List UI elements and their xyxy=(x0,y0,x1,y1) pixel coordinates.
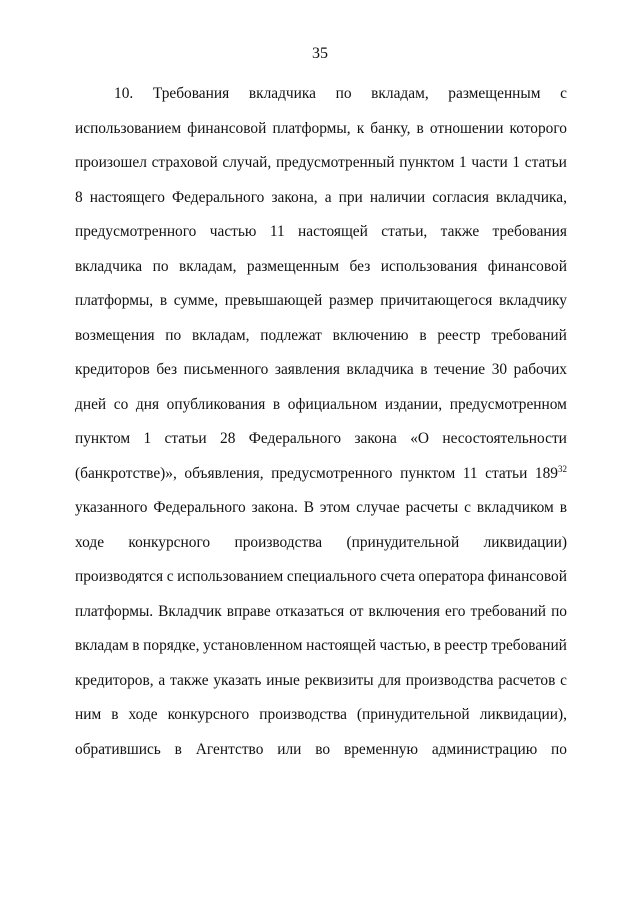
text-word: частью, xyxy=(379,637,431,654)
text-word: 10. xyxy=(114,85,134,102)
text-word: настоящего xyxy=(89,188,165,206)
text-line xyxy=(75,360,567,395)
text-word: вкладам, xyxy=(371,85,429,102)
text-word: использованием xyxy=(177,568,284,585)
text-line xyxy=(75,119,567,154)
text-word: ходе xyxy=(128,706,158,723)
text-word: включению xyxy=(332,326,409,344)
text-word: статьи xyxy=(485,464,528,482)
text-word: отношении xyxy=(429,119,504,137)
text-word: при xyxy=(338,188,363,206)
text-word: во xyxy=(315,740,331,758)
text-word: с xyxy=(166,568,174,585)
text-word: иные xyxy=(266,671,300,689)
text-word: ним xyxy=(75,706,102,723)
text-word: части xyxy=(471,154,508,171)
text-line xyxy=(75,533,567,568)
text-word: по xyxy=(551,740,567,758)
text-word: финансовой xyxy=(487,257,567,275)
text-word: настоящей xyxy=(306,637,376,654)
text-word: требований xyxy=(470,602,547,620)
text-word: конкурсного xyxy=(167,706,250,723)
text-word: производятся xyxy=(75,568,164,585)
text-word: 8 xyxy=(75,188,83,206)
text-word: заявления xyxy=(274,361,340,378)
text-word: предусмотренный xyxy=(275,154,395,171)
text-word: вкладчика xyxy=(75,257,143,275)
text-word: 1 xyxy=(143,430,152,447)
text-word: также xyxy=(170,671,209,689)
text-word: случай, xyxy=(222,154,272,171)
text-line xyxy=(75,567,567,602)
text-word: в xyxy=(132,637,140,654)
text-word: случае xyxy=(356,499,400,516)
text-word: платформы, xyxy=(75,292,154,309)
text-word: 28 xyxy=(220,430,236,447)
text-word: течение xyxy=(434,361,486,378)
text-word: с xyxy=(464,499,471,516)
footnote-superscript: 32 xyxy=(557,463,567,474)
text-word: по xyxy=(165,326,182,344)
text-line xyxy=(75,705,567,740)
text-word: а xyxy=(324,188,332,206)
text-line xyxy=(75,153,567,188)
text-word: расчеты xyxy=(405,499,459,516)
text-word: с xyxy=(560,671,567,689)
text-word: статьи xyxy=(164,430,207,447)
text-word: настоящей xyxy=(298,223,368,240)
text-word: 11 xyxy=(462,464,478,482)
text-word: сумме, xyxy=(173,292,219,309)
text-word: закона, xyxy=(271,188,318,206)
text-word: согласия xyxy=(432,188,489,206)
text-word: В xyxy=(303,499,315,516)
text-word: расчетов xyxy=(498,671,556,689)
text-word: вкладам xyxy=(75,637,129,654)
text-word: размещенным xyxy=(246,257,340,275)
text-word: производства xyxy=(234,533,323,551)
text-word: финансовой xyxy=(187,119,267,137)
text-line xyxy=(75,740,567,775)
text-line xyxy=(75,636,567,671)
text-word: возмещения xyxy=(75,326,155,344)
text-word: использования xyxy=(380,257,478,275)
text-word: в xyxy=(272,395,281,413)
text-word: требований xyxy=(491,637,567,654)
text-word: пунктом xyxy=(400,464,456,482)
text-word: с xyxy=(560,85,567,102)
text-word: 1 xyxy=(459,154,467,171)
text-line xyxy=(75,429,567,464)
text-word: статьи xyxy=(524,154,567,171)
text-word: пунктом xyxy=(399,154,455,171)
text-word: вкладчику xyxy=(498,292,567,309)
text-word: производства xyxy=(405,671,494,689)
text-word: специального xyxy=(286,568,377,585)
text-word: требований xyxy=(491,326,567,344)
text-word: Федерального xyxy=(248,430,342,447)
text-word: письменного xyxy=(183,361,269,378)
text-line xyxy=(75,671,567,706)
text-word: в xyxy=(433,637,441,654)
text-word: Агентство xyxy=(195,740,264,758)
text-word: дня xyxy=(135,395,160,413)
text-word: ликвидации), xyxy=(479,706,567,723)
text-word: рабочих xyxy=(513,361,567,378)
text-word: страховой xyxy=(151,154,218,171)
text-word: реквизиты xyxy=(304,671,374,689)
text-word: указать xyxy=(213,671,262,689)
text-word: требования xyxy=(492,223,567,240)
text-line xyxy=(75,498,567,533)
text-word: администрацию xyxy=(431,740,538,758)
text-word: от xyxy=(349,602,364,620)
text-word: предусмотренном xyxy=(449,395,567,413)
text-word: временную xyxy=(343,740,418,758)
text-word: частью xyxy=(209,223,257,240)
text-word: которого xyxy=(509,119,567,137)
text-word: банку, xyxy=(370,119,411,137)
text-word: а xyxy=(158,671,166,689)
text-word: кредиторов xyxy=(75,361,150,378)
text-word: вкладчика xyxy=(248,85,316,102)
text-word: платформы, xyxy=(272,119,351,137)
text-word: в xyxy=(420,361,428,378)
text-word: вкладчика, xyxy=(495,188,567,206)
text-word: закона xyxy=(354,430,397,447)
text-word: в xyxy=(416,119,424,137)
text-word: по xyxy=(152,257,169,275)
text-word: Вкладчик xyxy=(158,602,222,620)
text-word: причитающегося xyxy=(380,292,493,309)
text-word: для xyxy=(378,671,401,689)
text-word: или xyxy=(277,740,302,758)
text-word: опубликования xyxy=(166,395,266,413)
text-line xyxy=(75,464,567,499)
text-word: счета xyxy=(380,568,415,585)
text-word: этом xyxy=(319,499,351,516)
text-word: кредиторов, xyxy=(75,671,154,689)
text-word: указанного xyxy=(75,499,148,516)
text-line xyxy=(75,188,567,223)
text-word: финансовой xyxy=(487,568,567,585)
text-word: без xyxy=(156,361,178,378)
text-word: ходе xyxy=(75,533,105,551)
text-word: размещенным xyxy=(448,85,541,102)
text-word: реестр xyxy=(437,326,481,344)
text-word: производства xyxy=(259,706,347,723)
text-word: закона. xyxy=(251,499,298,516)
text-word: размер xyxy=(328,292,374,309)
text-word: Федерального xyxy=(172,188,265,206)
text-word: в xyxy=(159,292,168,309)
text-word: (банкротстве)», xyxy=(75,464,177,482)
text-word: в xyxy=(419,326,427,344)
text-word: вкладам, xyxy=(192,326,250,344)
text-word: отказаться xyxy=(275,602,345,620)
text-word: вправе xyxy=(226,602,271,620)
text-word: вкладчика xyxy=(346,361,414,378)
text-word: также xyxy=(440,223,480,240)
text-word: наличии xyxy=(369,188,426,206)
text-word: в xyxy=(111,706,119,723)
text-word: реестр xyxy=(444,637,488,654)
body-text xyxy=(75,84,567,774)
text-line xyxy=(75,291,567,326)
text-word: официальном xyxy=(287,395,378,413)
text-line xyxy=(75,395,567,430)
text-word: вкладам, xyxy=(178,257,237,275)
text-word: превышающей xyxy=(224,292,323,309)
text-word: ликвидации) xyxy=(483,533,567,551)
text-word: оператора xyxy=(418,568,485,585)
text-word: подлежат xyxy=(260,326,322,344)
page-number: 35 xyxy=(312,45,328,62)
text-word: без xyxy=(349,257,371,275)
text-word: в xyxy=(559,499,567,516)
text-word: издании, xyxy=(384,395,443,413)
text-line xyxy=(75,257,567,292)
text-word: предусмотренного xyxy=(75,223,197,240)
text-word: 30 xyxy=(491,361,508,378)
text-word: Федерального xyxy=(153,499,246,516)
text-word: 11 xyxy=(269,223,285,240)
text-word: пунктом xyxy=(75,430,131,447)
text-word: установленном xyxy=(203,637,303,654)
text-line xyxy=(75,602,567,637)
text-word: использованием xyxy=(75,119,182,137)
text-word: дней xyxy=(75,395,107,413)
text-word: в xyxy=(174,740,182,758)
text-word: (принудительной xyxy=(346,533,460,551)
text-word: (принудительной xyxy=(356,706,470,723)
text-word: со xyxy=(113,395,129,413)
text-word: объявления, xyxy=(184,464,264,482)
text-word: произошел xyxy=(75,154,147,171)
text-word: по xyxy=(335,85,352,102)
text-word: порядке, xyxy=(143,637,200,654)
text-word: обратившись xyxy=(75,740,161,758)
text-word: $189^{32}$ xyxy=(534,463,567,482)
text-line xyxy=(75,222,567,257)
text-word: предусмотренного xyxy=(271,464,393,482)
text-word: к xyxy=(356,119,365,137)
text-word: Требования xyxy=(152,85,230,102)
text-line xyxy=(75,84,567,119)
text-word: включения xyxy=(368,602,440,620)
text-line xyxy=(75,326,567,361)
text-word: несостоятельности xyxy=(442,430,567,447)
text-word: 1 xyxy=(512,154,521,171)
text-word: вкладчиком xyxy=(476,499,554,516)
text-word: статьи, xyxy=(381,223,428,240)
text-word: платформы. xyxy=(75,602,154,620)
text-word: по xyxy=(551,602,567,620)
text-word: его xyxy=(444,602,466,620)
text-word: конкурсного xyxy=(128,533,211,551)
text-word: «О xyxy=(410,430,429,447)
